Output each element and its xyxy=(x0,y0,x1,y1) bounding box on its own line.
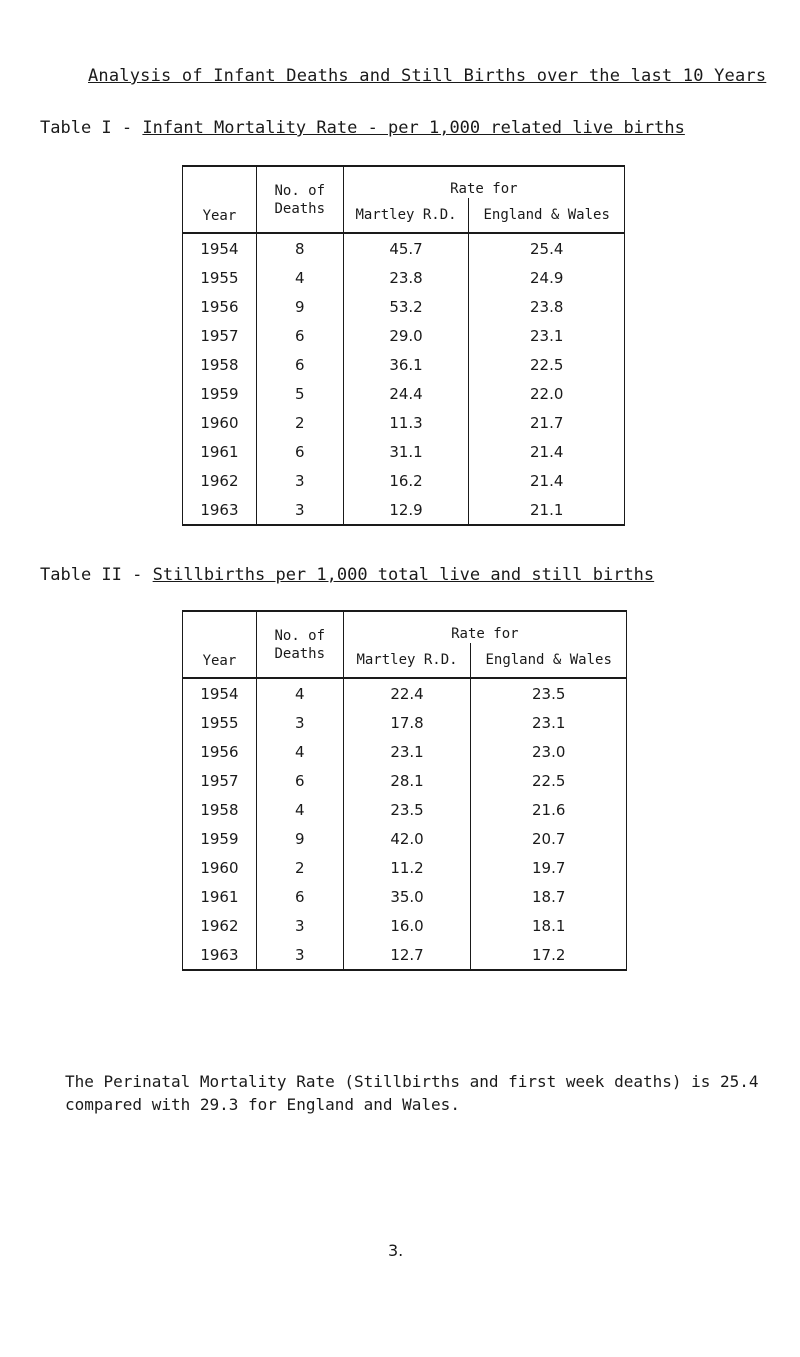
year-cell: 1957 xyxy=(183,321,257,350)
national-rate-cell: 23.1 xyxy=(469,321,625,350)
deaths-cell: 4 xyxy=(256,678,343,708)
year-cell: 1954 xyxy=(183,678,257,708)
table1-label: Table I xyxy=(40,118,112,138)
header-deaths-line2: Deaths xyxy=(274,645,326,662)
deaths-cell: 4 xyxy=(256,795,343,824)
table1-dash: - xyxy=(121,118,133,138)
table1-caption-line xyxy=(40,118,685,138)
national-rate-cell: 21.1 xyxy=(469,495,625,525)
table2-body xyxy=(183,678,627,970)
national-rate-cell: 23.8 xyxy=(469,292,625,321)
year-cell: 1954 xyxy=(183,233,257,263)
table2-dash: - xyxy=(132,565,143,585)
year-cell: 1955 xyxy=(183,708,257,737)
local-rate-cell: 11.2 xyxy=(343,853,471,882)
national-rate-cell: 23.1 xyxy=(471,708,627,737)
deaths-cell: 3 xyxy=(256,466,343,495)
national-rate-cell: 22.5 xyxy=(469,350,625,379)
header-national: England & Wales xyxy=(469,198,625,233)
header-rate-for: Rate for xyxy=(343,611,626,643)
table-row xyxy=(183,437,625,466)
table-row xyxy=(183,408,625,437)
national-rate-cell: 18.7 xyxy=(471,882,627,911)
local-rate-cell: 23.5 xyxy=(343,795,471,824)
table-row xyxy=(183,824,627,853)
national-rate-cell: 23.5 xyxy=(471,678,627,708)
table2-caption-line xyxy=(40,565,654,585)
year-cell: 1955 xyxy=(183,263,257,292)
header-deaths xyxy=(256,611,343,678)
page-title: Analysis of Infant Deaths and Still Births over the last 10 Years xyxy=(88,66,767,86)
local-rate-cell: 11.3 xyxy=(343,408,469,437)
deaths-cell: 6 xyxy=(256,882,343,911)
table1-caption: Infant Mortality Rate - per 1,000 related live births xyxy=(142,118,685,138)
table-row xyxy=(183,940,627,970)
deaths-cell: 2 xyxy=(256,853,343,882)
table1-body xyxy=(183,233,625,525)
local-rate-cell: 53.2 xyxy=(343,292,469,321)
national-rate-cell: 23.0 xyxy=(471,737,627,766)
table-row xyxy=(183,737,627,766)
deaths-cell: 9 xyxy=(256,824,343,853)
year-cell: 1962 xyxy=(183,466,257,495)
deaths-cell: 6 xyxy=(256,766,343,795)
local-rate-cell: 28.1 xyxy=(343,766,471,795)
header-local: Martley R.D. xyxy=(343,643,471,678)
national-rate-cell: 20.7 xyxy=(471,824,627,853)
year-cell: 1963 xyxy=(183,940,257,970)
table-row xyxy=(183,795,627,824)
year-cell: 1959 xyxy=(183,824,257,853)
deaths-cell: 3 xyxy=(256,911,343,940)
national-rate-cell: 21.7 xyxy=(469,408,625,437)
year-cell: 1961 xyxy=(183,882,257,911)
table-row xyxy=(183,321,625,350)
local-rate-cell: 29.0 xyxy=(343,321,469,350)
table-row xyxy=(183,233,625,263)
year-cell: 1959 xyxy=(183,379,257,408)
table-row xyxy=(183,882,627,911)
year-cell: 1963 xyxy=(183,495,257,525)
local-rate-cell: 16.0 xyxy=(343,911,471,940)
deaths-cell: 4 xyxy=(256,263,343,292)
deaths-cell: 3 xyxy=(256,708,343,737)
national-rate-cell: 17.2 xyxy=(471,940,627,970)
local-rate-cell: 17.8 xyxy=(343,708,471,737)
perinatal-note: The Perinatal Mortality Rate (Stillbirths and first week deaths) is 25.4 compared with 29.3 for England and Wales. xyxy=(65,1072,759,1114)
year-cell: 1957 xyxy=(183,766,257,795)
local-rate-cell: 24.4 xyxy=(343,379,469,408)
local-rate-cell: 12.7 xyxy=(343,940,471,970)
local-rate-cell: 12.9 xyxy=(343,495,469,525)
national-rate-cell: 22.0 xyxy=(469,379,625,408)
table2-label: Table II xyxy=(40,565,122,585)
header-deaths-line1: No. of xyxy=(274,182,326,199)
national-rate-cell: 18.1 xyxy=(471,911,627,940)
national-rate-cell: 21.6 xyxy=(471,795,627,824)
year-cell: 1958 xyxy=(183,795,257,824)
table-row xyxy=(183,911,627,940)
page-number: 3. xyxy=(388,1241,404,1260)
table-row xyxy=(183,466,625,495)
local-rate-cell: 45.7 xyxy=(343,233,469,263)
deaths-cell: 3 xyxy=(256,940,343,970)
year-cell: 1960 xyxy=(183,853,257,882)
deaths-cell: 3 xyxy=(256,495,343,525)
year-cell: 1958 xyxy=(183,350,257,379)
header-deaths-line1: No. of xyxy=(274,627,326,644)
national-rate-cell: 25.4 xyxy=(469,233,625,263)
header-year: Year xyxy=(183,611,257,678)
deaths-cell: 4 xyxy=(256,737,343,766)
deaths-cell: 2 xyxy=(256,408,343,437)
table-row xyxy=(183,853,627,882)
year-cell: 1956 xyxy=(183,292,257,321)
table-row xyxy=(183,708,627,737)
local-rate-cell: 16.2 xyxy=(343,466,469,495)
local-rate-cell: 31.1 xyxy=(343,437,469,466)
year-cell: 1956 xyxy=(183,737,257,766)
national-rate-cell: 19.7 xyxy=(471,853,627,882)
national-rate-cell: 21.4 xyxy=(469,466,625,495)
table-row xyxy=(183,495,625,525)
national-rate-cell: 22.5 xyxy=(471,766,627,795)
table-row xyxy=(183,379,625,408)
header-deaths xyxy=(256,166,343,233)
national-rate-cell: 24.9 xyxy=(469,263,625,292)
year-cell: 1960 xyxy=(183,408,257,437)
deaths-cell: 8 xyxy=(256,233,343,263)
deaths-cell: 5 xyxy=(256,379,343,408)
local-rate-cell: 23.1 xyxy=(343,737,471,766)
table-row xyxy=(183,350,625,379)
header-year: Year xyxy=(183,166,257,233)
table2-caption: Stillbirths per 1,000 total live and still births xyxy=(152,565,655,585)
national-rate-cell: 21.4 xyxy=(469,437,625,466)
local-rate-cell: 35.0 xyxy=(343,882,471,911)
table-row xyxy=(183,263,625,292)
stillbirths-table xyxy=(182,610,627,971)
local-rate-cell: 36.1 xyxy=(343,350,469,379)
table-row xyxy=(183,766,627,795)
deaths-cell: 6 xyxy=(256,350,343,379)
deaths-cell: 6 xyxy=(256,437,343,466)
local-rate-cell: 23.8 xyxy=(343,263,469,292)
year-cell: 1961 xyxy=(183,437,257,466)
header-national: England & Wales xyxy=(471,643,627,678)
table-row xyxy=(183,678,627,708)
deaths-cell: 6 xyxy=(256,321,343,350)
header-deaths-line2: Deaths xyxy=(274,200,326,217)
infant-mortality-table xyxy=(182,165,625,526)
deaths-cell: 9 xyxy=(256,292,343,321)
table-row xyxy=(183,292,625,321)
local-rate-cell: 42.0 xyxy=(343,824,471,853)
local-rate-cell: 22.4 xyxy=(343,678,471,708)
header-rate-for: Rate for xyxy=(343,166,624,198)
year-cell: 1962 xyxy=(183,911,257,940)
header-local: Martley R.D. xyxy=(343,198,469,233)
